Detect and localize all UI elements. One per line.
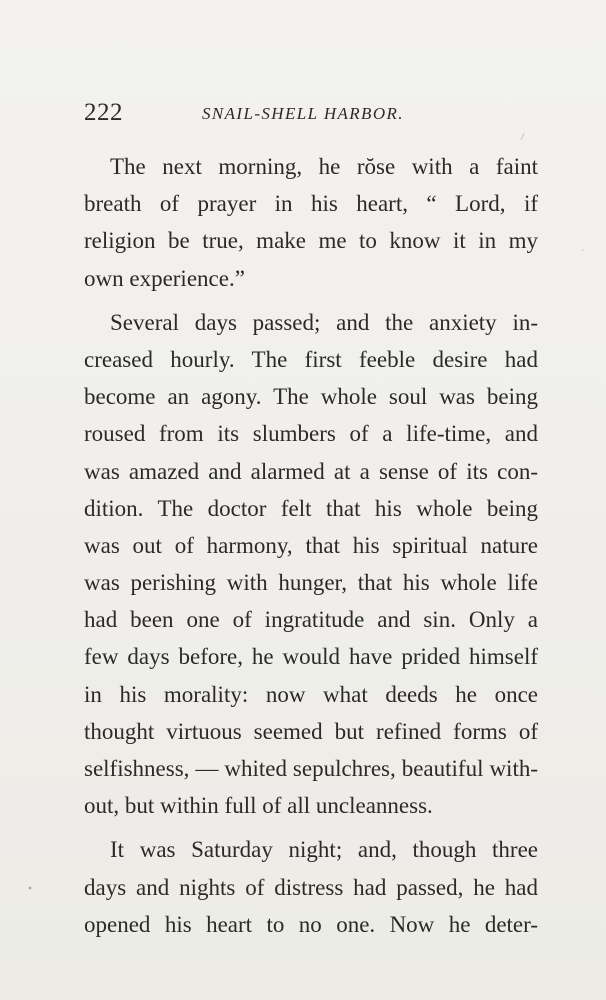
paragraph-1 xyxy=(84,148,538,297)
text-line: become an agony. The whole soul was being xyxy=(84,384,538,410)
page-number: 222 xyxy=(84,99,123,126)
text-line: in his morality: now what deeds he once xyxy=(84,681,538,707)
paragraph-spacer xyxy=(84,297,538,304)
text-line: own experience.” xyxy=(84,265,245,291)
text-line: opened his heart to no one. Now he deter- xyxy=(84,911,538,937)
text-line: thought virtuous seemed but refined forms of xyxy=(84,718,538,744)
paragraph-spacer xyxy=(84,824,538,831)
text-line: out, but within full of all uncleanness. xyxy=(84,793,433,819)
text-line: The next morning, he rŏse with a faint xyxy=(110,154,538,179)
paper-speck xyxy=(29,887,32,890)
paper-speck xyxy=(582,249,583,250)
running-head: SNAIL-SHELL HARBOR. xyxy=(202,104,404,123)
text-line: Several days passed; and the anxiety in- xyxy=(110,309,538,335)
paragraph-2 xyxy=(84,304,538,825)
text-line: dition. The doctor felt that his whole being xyxy=(84,495,538,521)
text-line: It was Saturday night; and, though three xyxy=(110,837,538,863)
paper-speck xyxy=(521,133,524,140)
body-text xyxy=(84,148,538,943)
text-line: religion be true, make me to know it in my xyxy=(84,228,538,254)
text-line: breath of prayer in his heart, “ Lord, if xyxy=(84,191,538,217)
text-line: had been one of ingratitude and sin. Only a xyxy=(84,607,538,633)
text-line: creased hourly. The first feeble desire had xyxy=(84,346,538,372)
text-line: roused from its slumbers of a life-time, and xyxy=(84,421,538,447)
text-line: selfishness, — whited sepulchres, beautiful with- xyxy=(84,756,538,781)
text-line: was perishing with hunger, that his whole life xyxy=(84,570,538,596)
paragraph-3 xyxy=(84,831,538,943)
text-line: was amazed and alarmed at a sense of its con- xyxy=(84,458,538,484)
text-line: few days before, he would have prided himself xyxy=(84,644,538,670)
page-header xyxy=(84,98,524,128)
text-line: days and nights of distress had passed, he had xyxy=(84,874,538,900)
text-line: was out of harmony, that his spiritual nature xyxy=(84,532,538,558)
